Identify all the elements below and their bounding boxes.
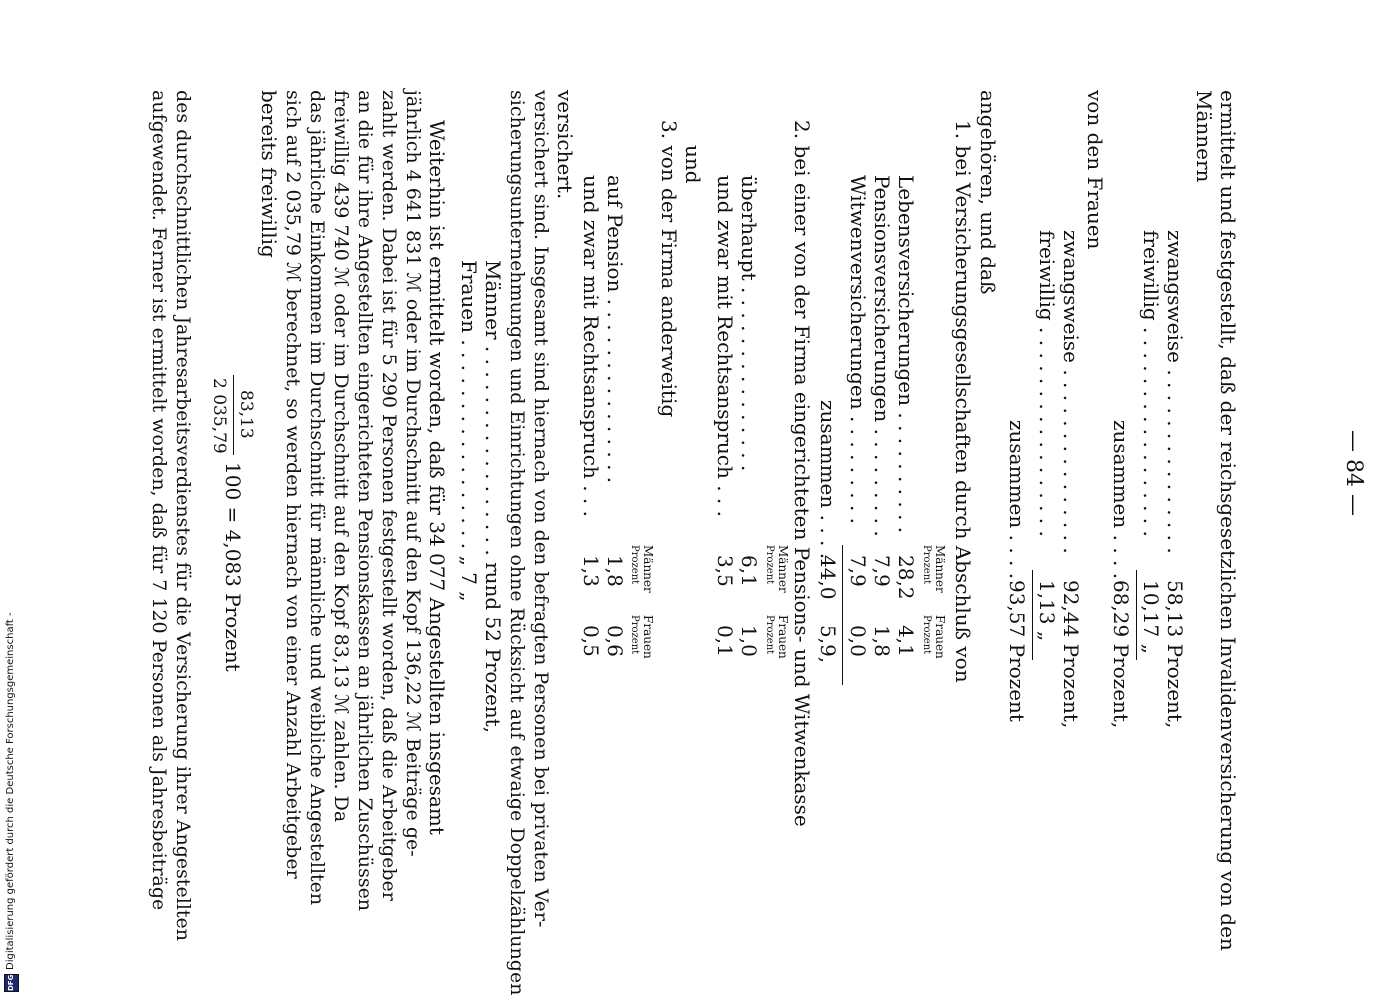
list-item: 3. von der Firma anderweitig: [657, 120, 681, 418]
table-label: zwangsweise . . . . . . . . . . . . . . .: [1059, 230, 1083, 554]
table-label: freiwillig . . . . . . . . . . . . . . . . .: [1139, 230, 1163, 537]
paragraph-line: zahlt werden. Dabei ist für 5 290 Personen festgestellt worden, daß die Arbeitgeber: [378, 90, 400, 901]
table-value: 92,44 Prozent,: [1059, 580, 1083, 729]
column-header: Frauen: [933, 615, 947, 659]
table-value: 58,13 Prozent,: [1163, 580, 1187, 729]
table-value: 1,8: [603, 555, 627, 587]
table-value: 93,57 Prozent: [1005, 580, 1029, 722]
column-unit: Prozent: [629, 545, 640, 585]
paragraph-line: Männer . . . . . . . . . . . . . . . . . rund 52 Prozent,: [481, 260, 505, 734]
footer-text: Digitalisierung gefördert durch die Deutsche Forschungsgemeinschaft -: [5, 612, 16, 970]
table-value: 7,9: [846, 555, 870, 587]
table-label: freiwillig . . . . . . . . . . . . . . . . .: [1035, 230, 1059, 537]
column-unit: Prozent: [921, 615, 932, 655]
paragraph-line: das jährliche Einkommen im Durchschnitt für männliche und weibliche Angestellten: [306, 90, 328, 906]
column-header: Frauen: [641, 615, 655, 659]
column-header: Frauen: [776, 615, 790, 659]
table-label: zwangsweise . . . . . . . . . . . . . . .: [1163, 230, 1187, 554]
table-label: überhaupt . . . . . . . . . . . . . . .: [737, 175, 761, 472]
column-header: Männer: [933, 545, 947, 593]
paragraph-line: des durchschnittlichen Jahresarbeitsverdienstes für die Versicherung ihrer Angestellten: [172, 90, 194, 942]
formula-result: 100 = 4,083 Prozent: [221, 462, 245, 672]
paragraph-line: versichert sind. Insgesamt sind hiernach von den befragten Personen bei privaten Ver-: [530, 90, 552, 928]
table-value: 28,2: [894, 555, 918, 600]
table-value: 10,17 „: [1139, 580, 1163, 654]
paragraph-line: ermittelt und festgestellt, daß der reichsgesetzlichen Invalidenversicherung von den: [1216, 90, 1240, 951]
paragraph-line: Weiterhin ist ermittelt worden, daß für 34 077 Angestellten insgesamt: [425, 120, 449, 835]
table-value: 5,9,: [816, 625, 840, 664]
paragraph-line: versichert.: [553, 90, 577, 200]
paragraph-line: angehören, und daß: [976, 90, 1000, 295]
paragraph-line: sicherungsunternehmungen und Einrichtungen ohne Rücksicht auf etwaige Doppelzählungen: [506, 90, 528, 996]
table-label: Lebensversicherungen . . . . . . . . . .: [894, 175, 918, 534]
dfg-logo: DFG: [4, 974, 19, 992]
table-value: 7,9: [870, 555, 894, 587]
table-value: 0,5: [579, 625, 603, 657]
page-number: — 84 —: [1341, 430, 1366, 516]
paragraph-line: jährlich 4 641 831 ℳ oder im Durchschnitt auf den Kopf 136,22 ℳ Beiträge ge-: [402, 90, 424, 857]
table-value: 1,13 „: [1035, 580, 1059, 642]
column-unit: Prozent: [921, 545, 932, 585]
list-item: 1. bei Versicherungsgesellschaften durch Abschluß von: [951, 120, 975, 683]
table-label: zusammen . . . .: [816, 400, 840, 560]
paragraph-line: Frauen . . . . . . . . . . . . . . . . . „ 7 „: [457, 260, 481, 602]
table-value: 4,1: [894, 625, 918, 657]
table-label: zusammen . . . .: [1005, 420, 1029, 580]
table-label: zusammen . . . .: [1109, 420, 1133, 580]
table-value: 0,1: [713, 625, 737, 657]
table-label: Pensionsversicherungen . . . . . . . . .: [870, 175, 894, 537]
paragraph-line: von den Frauen: [1083, 90, 1107, 250]
table-value: 1,8: [870, 625, 894, 657]
column-header: Männer: [641, 545, 655, 593]
paragraph-line: Männern: [1192, 90, 1216, 183]
sum-rule: [1136, 570, 1137, 660]
table-label: auf Pension . . . . . . . . . . . . . . .: [603, 175, 627, 484]
table-label: und zwar mit Rechtsanspruch . . .: [579, 175, 603, 517]
table-value: 0,6: [603, 625, 627, 657]
table-value: 44,0: [816, 555, 840, 600]
paragraph-line: bereits freiwillig: [257, 90, 281, 258]
paragraph-line: aufgewendet. Ferner ist ermittelt worden, daß für 7 120 Personen als Jahresbeiträge: [148, 90, 170, 911]
paragraph-line: und: [681, 145, 705, 184]
paragraph-line: an die für ihre Angestellten eingerichteten Pensionskassen an jährlichen Zuschüssen: [354, 90, 376, 912]
table-value: 3,5: [713, 555, 737, 587]
sum-rule: [842, 545, 843, 685]
column-unit: Prozent: [764, 545, 775, 585]
table-value: 68,29 Prozent,: [1109, 580, 1133, 729]
sum-rule: [1032, 570, 1033, 660]
fraction-numerator: 83,13: [236, 390, 256, 439]
column-header: Männer: [776, 545, 790, 593]
table-value: 1,0: [737, 625, 761, 657]
column-unit: Prozent: [629, 615, 640, 655]
column-unit: Prozent: [764, 615, 775, 655]
paragraph-line: freiwillig 439 740 ℳ oder im Durchschnitt auf den Kopf 83,13 ℳ zahlen. Da: [330, 90, 352, 823]
table-label: Witwenversicherungen . . . . . . . . .: [846, 175, 870, 525]
digitization-footer: [0, 0, 22, 1000]
table-value: 1,3: [579, 555, 603, 587]
table-value: 0,0: [846, 625, 870, 657]
list-item: 2. bei einer von der Firma eingerichteten Pensions- und Witwenkasse: [790, 120, 814, 827]
fraction-denominator: 2 035,79: [209, 378, 229, 454]
paragraph-line: sich auf 2 035,79 ℳ berechnet, so werden hiernach von einer Anzahl Arbeitgeber: [282, 90, 304, 879]
table-value: 6,1: [737, 555, 761, 587]
fraction-bar: [233, 375, 234, 455]
table-label: und zwar mit Rechtsanspruch . . .: [713, 175, 737, 517]
